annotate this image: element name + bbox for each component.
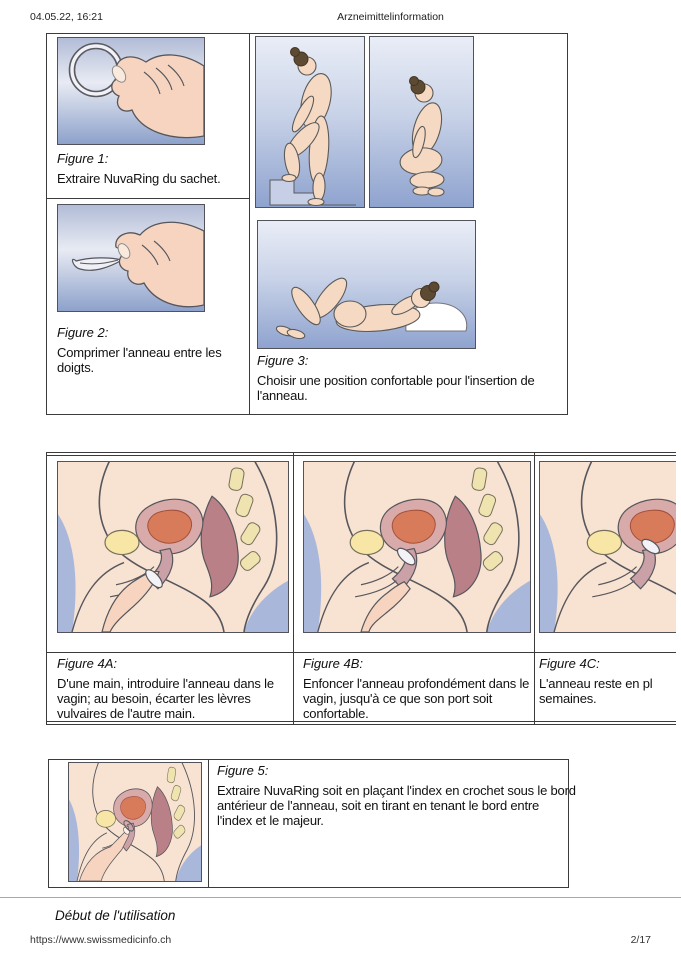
figure-5-table bbox=[48, 759, 576, 888]
figure-3-caption: Choisir une position confortable pour l'insertion de l'anneau. bbox=[257, 373, 535, 403]
footer-page-number: 2/17 bbox=[630, 934, 651, 946]
woman-lying-drawing bbox=[258, 221, 475, 348]
figure-2-illustration bbox=[57, 204, 205, 312]
row-divider bbox=[47, 652, 676, 653]
figure-1-caption: Extraire NuvaRing du sachet. bbox=[57, 171, 221, 186]
figure-4b-caption: Enfoncer l'anneau profondément dans le vagin, jusqu'à ce que son port soit confortable. bbox=[303, 676, 530, 721]
table-border-accent bbox=[47, 455, 676, 456]
column-divider bbox=[534, 453, 535, 724]
figure-3-label: Figure 3: bbox=[257, 353, 309, 368]
figure-1-label: Figure 1: bbox=[57, 151, 109, 166]
figures-1-2-3-table bbox=[46, 33, 568, 415]
figure-3-illustration-squatting bbox=[369, 36, 474, 208]
figure-1-caption-block bbox=[57, 151, 220, 186]
header-datetime: 04.05.22, 16:21 bbox=[30, 11, 103, 23]
pelvis-finger-removal-drawing bbox=[69, 763, 201, 881]
page-rule bbox=[0, 897, 681, 898]
pelvis-ring-in-place-drawing bbox=[540, 462, 676, 632]
figure-5-label: Figure 5: bbox=[217, 763, 269, 778]
figure-4b-illustration bbox=[303, 461, 531, 633]
table-border-accent bbox=[47, 721, 676, 722]
column-divider bbox=[293, 453, 294, 724]
figure-3-illustration-lying bbox=[257, 220, 476, 349]
figure-4a-label: Figure 4A: bbox=[57, 656, 117, 671]
figure-3-caption-block bbox=[257, 353, 535, 403]
section-heading: Début de l'utilisation bbox=[55, 908, 176, 923]
figure-2-label: Figure 2: bbox=[57, 325, 109, 340]
figure-5-caption-block bbox=[217, 763, 576, 828]
figure-5-caption: Extraire NuvaRing soit en plaçant l'index en crochet sous le bord antérieur de l'anneau, soit en tirant en tenant le bord entre l'index et le majeur. bbox=[217, 783, 576, 828]
woman-squatting-drawing bbox=[370, 37, 473, 207]
figure-4c-caption-block bbox=[539, 656, 676, 706]
header-title: Arzneimittelinformation bbox=[337, 11, 444, 23]
hand-compressing-ring-drawing bbox=[58, 205, 204, 311]
figure-4a-caption: D'une main, introduire l'anneau dans le vagin; au besoin, écarter les lèvres vulvaires de l'autre main. bbox=[57, 676, 274, 721]
figures-4-table bbox=[46, 452, 676, 725]
hand-holding-ring-drawing bbox=[58, 38, 204, 144]
figure-4c-illustration bbox=[539, 461, 676, 633]
figure-4a-illustration bbox=[57, 461, 289, 633]
figure-2-caption: Comprimer l'anneau entre les doigts. bbox=[57, 345, 222, 375]
woman-standing-drawing bbox=[256, 37, 364, 207]
footer-url: https://www.swissmedicinfo.ch bbox=[30, 934, 172, 946]
figure-4c-label: Figure 4C: bbox=[539, 656, 600, 671]
figure-2-caption-block bbox=[57, 325, 222, 375]
figure-3-illustration-standing bbox=[255, 36, 365, 208]
figure-5-illustration bbox=[68, 762, 202, 882]
figure-4b-caption-block bbox=[303, 656, 530, 721]
figure-2-cell bbox=[47, 199, 250, 414]
figure-3-cell bbox=[250, 34, 567, 414]
figure-4c-caption: L'anneau reste en pl semaines. bbox=[539, 676, 653, 706]
figure-1-cell bbox=[47, 34, 250, 199]
pelvis-ring-insertion-drawing bbox=[58, 462, 288, 632]
figure-4a-caption-block bbox=[57, 656, 285, 721]
column-divider bbox=[208, 760, 209, 887]
figure-4b-label: Figure 4B: bbox=[303, 656, 363, 671]
figure-1-illustration bbox=[57, 37, 205, 145]
pelvis-ring-deep-drawing bbox=[304, 462, 530, 632]
